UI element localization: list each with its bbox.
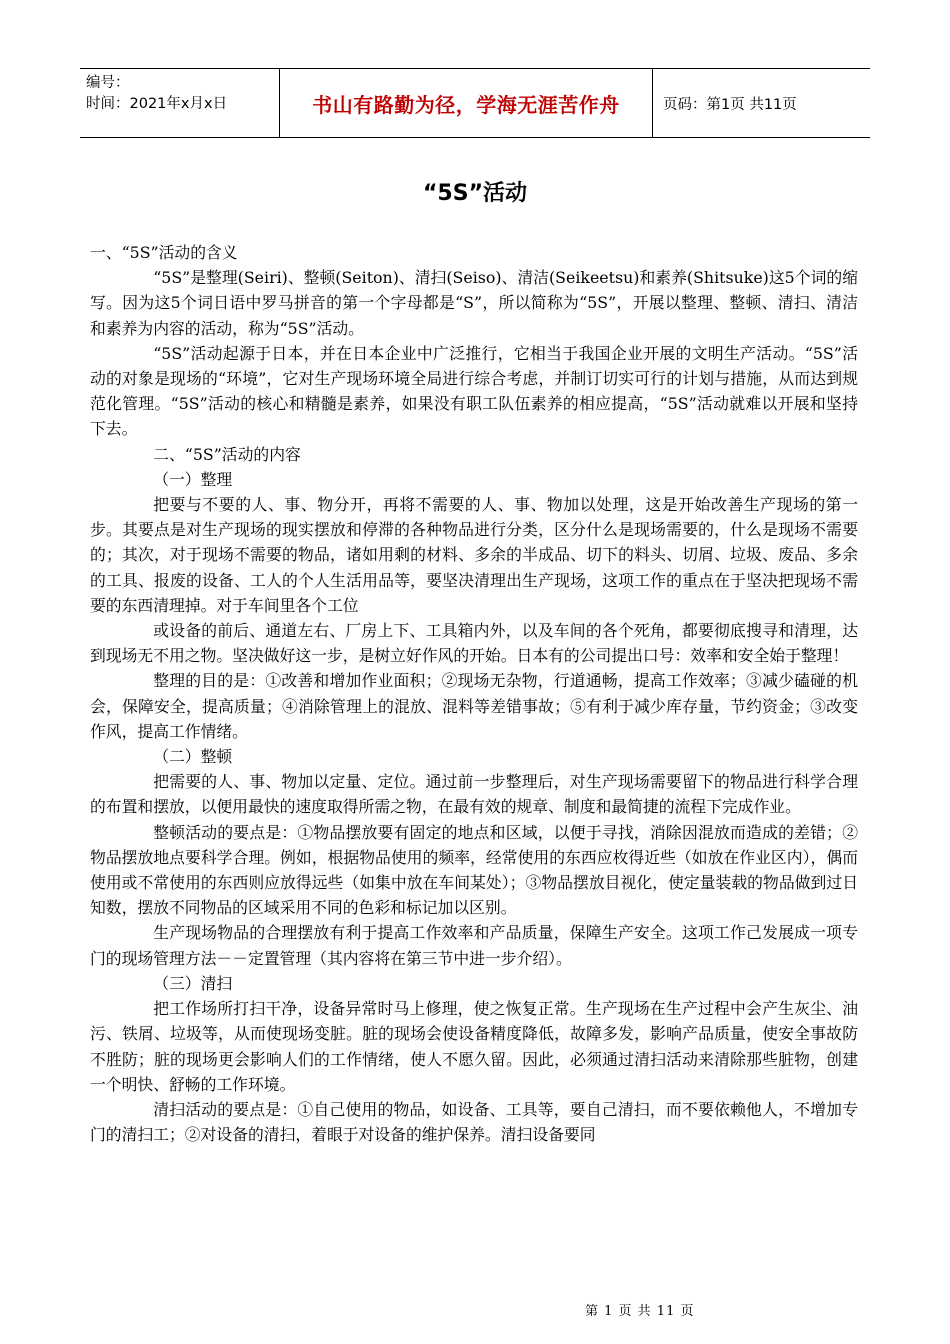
document-header (80, 68, 870, 138)
paragraph: “5S”活动起源于日本，并在日本企业中广泛推行，它相当于我国企业开展的文明生产活动。“5S”活动的对象是现场的“环境”，它对生产现场环境全局进行综合考虑，并制订切实可行的计划与措施，从而达到规范化管理。“5S”活动的核心和精髓是素养，如果没有职工队伍素养的相应提高，“5S”活动就难以开展和坚持下去。 (90, 343, 858, 439)
paragraph: 生产现场物品的合理摆放有利于提高工作效率和产品质量，保障生产安全。这项工作己发展成一项专门的现场管理方法－－定置管理（其内容将在第三节中进一步介绍）。 (90, 923, 858, 968)
paragraph: 把需要的人、事、物加以定量、定位。通过前一步整理后，对生产现场需要留下的物品进行科学合理的布置和摆放，以便用最快的速度取得所需之物，在最有效的规章、制度和最简捷的流程下完成作业。 (90, 772, 858, 817)
header-meta (80, 69, 280, 137)
paragraph: 或设备的前后、通道左右、厂房上下、工具箱内外，以及车间的各个死角，都要彻底搜寻和清理，达到现场无不用之物。坚决做好这一步，是树立好作风的开始。日本有的公司提出口号：效率和安全始于整理！ (90, 621, 858, 666)
section-heading: 一、“5S”活动的含义 (90, 243, 238, 262)
page-footer: 第 1 页 共 11 页 (585, 1304, 695, 1319)
paragraph: “5S”是整理(Seiri)、整顿(Seiton)、清扫(Seiso)、清洁(Seikeetsu)和素养(Shitsuke)这5个词的缩写。因为这5个词日语中罗马拼音的第一个字母都是“S”，所以简称为“5S”，开展以整理、整顿、清扫、清洁和素养为内容的活动，称为“5S”活动。 (90, 268, 858, 338)
section-heading: 二、“5S”活动的内容 (153, 444, 301, 464)
subsection-heading: （一）整理 (153, 469, 233, 489)
subsection-heading: （二）整顿 (153, 747, 233, 767)
paragraph: 把要与不要的人、事、物分开，再将不需要的人、事、物加以处理，这是开始改善生产现场的第一步。其要点是对生产现场的现实摆放和停滞的各种物品进行分类，区分什么是现场需要的，什么是现场不需要的；其次，对于现场不需要的物品，诸如用剩的材料、多余的半成品、切下的料头、切屑、垃圾、废品、多余的工具、报废的设备、工人的个人生活用品等，要坚决清理出生产现场，这项工作的重点在于坚决把现场不需要的东西清理掉。对于车间里各个工位 (90, 495, 858, 615)
document-title: “5S”活动 (422, 181, 528, 206)
paragraph: 清扫活动的要点是：①自己使用的物品，如设备、工具等，要自己清扫，而不要依赖他人，不增加专门的清扫工；②对设备的清扫，着眼于对设备的维护保养。清扫设备要同 (90, 1099, 858, 1145)
header-motto: 书山有路勤为径，学海无涯苦作舟 (280, 69, 653, 137)
subsection-heading: （三）清扫 (153, 973, 233, 993)
paragraph: 整顿活动的要点是：①物品摆放要有固定的地点和区域，以便于寻找，消除因混放而造成的差错；②物品摆放地点要科学合理。例如，根据物品使用的频率，经常使用的东西应枚得近些（如放在作业区内），偶而使用或不常使用的东西则应放得远些（如集中放在车间某处）；③物品摆放目视化，使定量装载的物品做到过日知数，摆放不同物品的区域采用不同的色彩和标记加以区别。 (90, 822, 858, 918)
paragraph: 把工作场所打扫干净，设备异常时马上修理，使之恢复正常。生产现场在生产过程中会产生灰尘、油污、铁屑、垃圾等，从而使现场变脏。脏的现场会使设备精度降低，故障多发，影响产品质量，使安全事故防不胜防；脏的现场更会影响人们的工作情绪，使人不愿久留。因此，必须通过清扫活动来清除那些脏物，创建一个明快、舒畅的工作环境。 (90, 999, 858, 1094)
document-body (90, 240, 858, 1147)
code-label: 编号： (86, 75, 130, 91)
header-page-info: 页码：第1页 共11页 (663, 96, 797, 113)
paragraph: 整理的目的是：①改善和增加作业面积；②现场无杂物，行道通畅，提高工作效率；③减少磕碰的机会，保障安全，提高质量；④消除管理上的混放、混料等差错事故；⑤有利于减少库存量，节约资金；③改变作风，提高工作情绪。 (90, 671, 858, 741)
date-line: 时间：2021年x月x日 (86, 96, 228, 112)
